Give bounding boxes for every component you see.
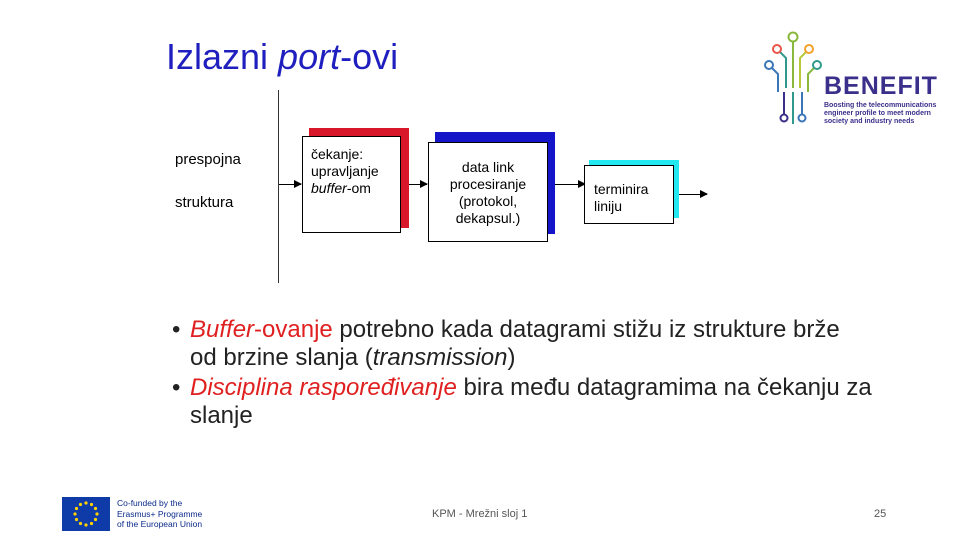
slide-title [166, 36, 398, 78]
eu-text-line: of the European Union [117, 519, 203, 529]
arrow-right-icon [679, 194, 707, 195]
bullet-dot: • [172, 316, 181, 343]
bullet-emphasis: -ovanje [254, 316, 333, 343]
label-struktura: struktura [175, 194, 234, 211]
line-box-front [584, 165, 674, 224]
datalink-text: dekapsul.) [455, 210, 521, 226]
benefit-circuit-icon [762, 28, 824, 132]
bullet-text: potrebno kada datagrami stižu iz strukture brže od brzine slanja ( [190, 316, 840, 371]
datalink-text: data link [461, 159, 515, 175]
bullet-italic: transmission [372, 344, 508, 371]
arrow-right-icon [279, 184, 301, 185]
bullet-text: ) [507, 344, 516, 371]
line-text: liniju [594, 198, 623, 214]
datalink-text: (protokol, [458, 193, 518, 209]
queue-text: upravljanje [311, 163, 379, 179]
bullet-item [172, 316, 872, 372]
datalink-text: procesiranje [449, 176, 527, 192]
queue-text-italic: buffer [311, 180, 347, 196]
eu-flag-icon [62, 497, 110, 531]
bullet-item [172, 374, 872, 430]
title-part: -ovi [340, 36, 399, 77]
bullet-text: bira među datagramima na čekanju za slanje [190, 374, 872, 429]
switch-fabric-line [278, 90, 279, 283]
title-italic: port [278, 36, 341, 77]
datalink-box [428, 132, 555, 242]
queue-text-suffix: -om [346, 180, 371, 196]
arrow-right-icon [409, 184, 427, 185]
bullet-list [172, 316, 872, 432]
bullet-dot: • [172, 374, 181, 401]
eu-text-line: Erasmus+ Programme [117, 508, 203, 519]
line-termination-box [584, 160, 679, 224]
datalink-box-front [428, 142, 548, 242]
eu-cofunded-logo [62, 497, 232, 531]
arrow-right-icon [555, 184, 585, 185]
title-part: Izlazni [166, 36, 279, 77]
benefit-logo [762, 28, 946, 132]
label-prespojna: prespojna [175, 151, 241, 168]
queue-text: čekanje: [311, 146, 364, 162]
queue-box [302, 128, 409, 233]
logo-tagline: Boosting the telecommunications engineer profile to meet modern society and industry needs [824, 102, 937, 125]
queue-box-front [302, 136, 401, 233]
line-text: terminira [594, 181, 649, 197]
bullet-emphasis: Disciplina raspoređivanje [190, 374, 457, 401]
page-number: 25 [874, 508, 887, 520]
logo-wordmark: BENEFIT [824, 72, 938, 100]
footer-text: KPM - Mrežni sloj 1 [432, 508, 528, 520]
queue-text [311, 180, 400, 197]
eu-text [117, 498, 202, 530]
eu-text-line: Co-funded by the [117, 498, 183, 508]
bullet-emphasis: Buffer [190, 316, 255, 343]
